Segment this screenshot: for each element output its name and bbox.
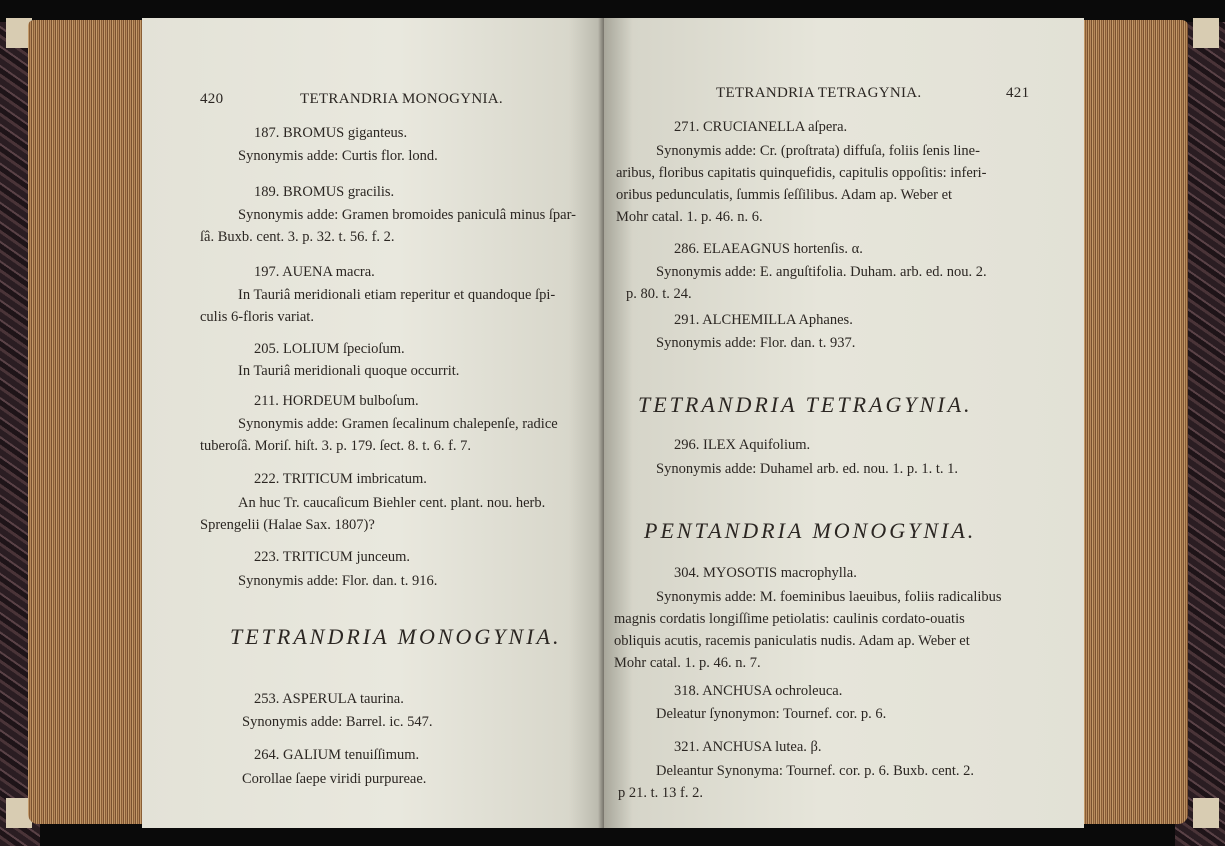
page-number: 421 [1006,85,1030,101]
entry-heading: 291. ALCHEMILLA Aphanes. [674,312,853,328]
entry-heading: 264. GALIUM tenuiſſimum. [254,747,420,763]
entry-text: Synonymis adde: Curtis flor. lond. [238,148,438,164]
right-page [604,18,1084,828]
entry-text: Synonymis adde: Flor. dan. t. 937. [656,335,856,351]
entry-text: culis 6-floris variat. [200,309,314,325]
entry-text: Synonymis adde: Barrel. ic. 547. [242,714,433,730]
entry-text: Synonymis adde: E. anguſtifolia. Duham. arb. ed. nou. 2. [656,264,987,280]
entry-heading: 197. AUENA macra. [254,264,375,280]
running-head: TETRANDRIA MONOGYNIA. [300,91,503,107]
cover-corner [1193,18,1219,48]
entry-text: Deleatur ſynonymon: Tournef. cor. p. 6. [656,706,887,722]
page-edges-right [1080,20,1188,824]
page-number: 420 [200,91,224,107]
entry-heading: 321. ANCHUSA lutea. β. [674,739,822,755]
entry-text: In Tauriâ meridionali quoque occurrit. [238,363,460,379]
entry-text: oribus pedunculatis, ſummis ſeſſilibus. Adam ap. Weber et [616,187,953,203]
section-heading: PENTANDRIA MONOGYNIA. [644,518,977,543]
entry-text: aribus, floribus capitatis quinquefidis, capitulis oppoſitis: inferi- [616,165,987,181]
running-head: TETRANDRIA TETRAGYNIA. [716,85,922,101]
section-heading: TETRANDRIA MONOGYNIA. [230,624,562,649]
entry-heading: 271. CRUCIANELLA aſpera. [674,119,848,135]
entry-heading: 296. ILEX Aquifolium. [674,437,811,453]
entry-text: tuberoſâ. Moriſ. hiſt. 3. p. 179. ſect. 8. t. 6. f. 7. [200,438,472,454]
entry-text: Synonymis adde: Flor. dan. t. 916. [238,573,438,589]
entry-text: p 21. t. 13 f. 2. [618,785,703,801]
entry-heading: 253. ASPERULA taurina. [254,691,404,707]
entry-text: obliquis acutis, racemis paniculatis nudis. Adam ap. Weber et [614,633,970,649]
cover-corner [1193,798,1219,828]
entry-text: ſâ. Buxb. cent. 3. p. 32. t. 56. f. 2. [200,229,395,245]
entry-heading: 187. BROMUS giganteus. [254,125,408,141]
entry-text: Mohr catal. 1. p. 46. n. 6. [616,209,763,225]
entry-heading: 286. ELAEAGNUS hortenſis. α. [674,241,863,257]
entry-text: Synonymis adde: Gramen ſecalinum chalepenſe, radice [238,416,558,432]
entry-text: Synonymis adde: M. foeminibus laeuibus, foliis radicalibus [656,589,1002,605]
section-heading: TETRANDRIA TETRAGYNIA. [638,392,973,417]
entry-text: Mohr catal. 1. p. 46. n. 7. [614,655,761,671]
entry-heading: 205. LOLIUM ſpecioſum. [254,341,405,357]
entry-heading: 223. TRITICUM junceum. [254,549,410,565]
entry-text: Synonymis adde: Duhamel arb. ed. nou. 1. p. 1. t. 1. [656,461,959,477]
page-edges-left [28,20,143,824]
entry-heading: 189. BROMUS gracilis. [254,184,395,200]
entry-text: Synonymis adde: Cr. (proſtrata) diffuſa, foliis ſenis line- [656,143,980,159]
left-page [142,18,606,828]
entry-text: Corollae ſaepe viridi purpureae. [242,771,427,787]
entry-text: magnis cordatis longiſſime petiolatis: caulinis cordato-ouatis [614,611,965,627]
entry-text: An huc Tr. caucaſicum Biehler cent. plant. nou. herb. [238,495,546,511]
entry-text: Deleantur Synonyma: Tournef. cor. p. 6. Buxb. cent. 2. [656,763,975,779]
entry-heading: 222. TRITICUM imbricatum. [254,471,427,487]
entry-text: Synonymis adde: Gramen bromoides paniculâ minus ſpar- [238,207,576,223]
entry-heading: 211. HORDEUM bulboſum. [254,393,419,409]
entry-text: Sprengelii (Halae Sax. 1807)? [200,517,375,533]
entry-text: In Tauriâ meridionali etiam reperitur et quandoque ſpi- [238,287,556,303]
entry-text: p. 80. t. 24. [626,286,692,302]
entry-heading: 318. ANCHUSA ochroleuca. [674,683,843,699]
entry-heading: 304. MYOSOTIS macrophylla. [674,565,857,581]
